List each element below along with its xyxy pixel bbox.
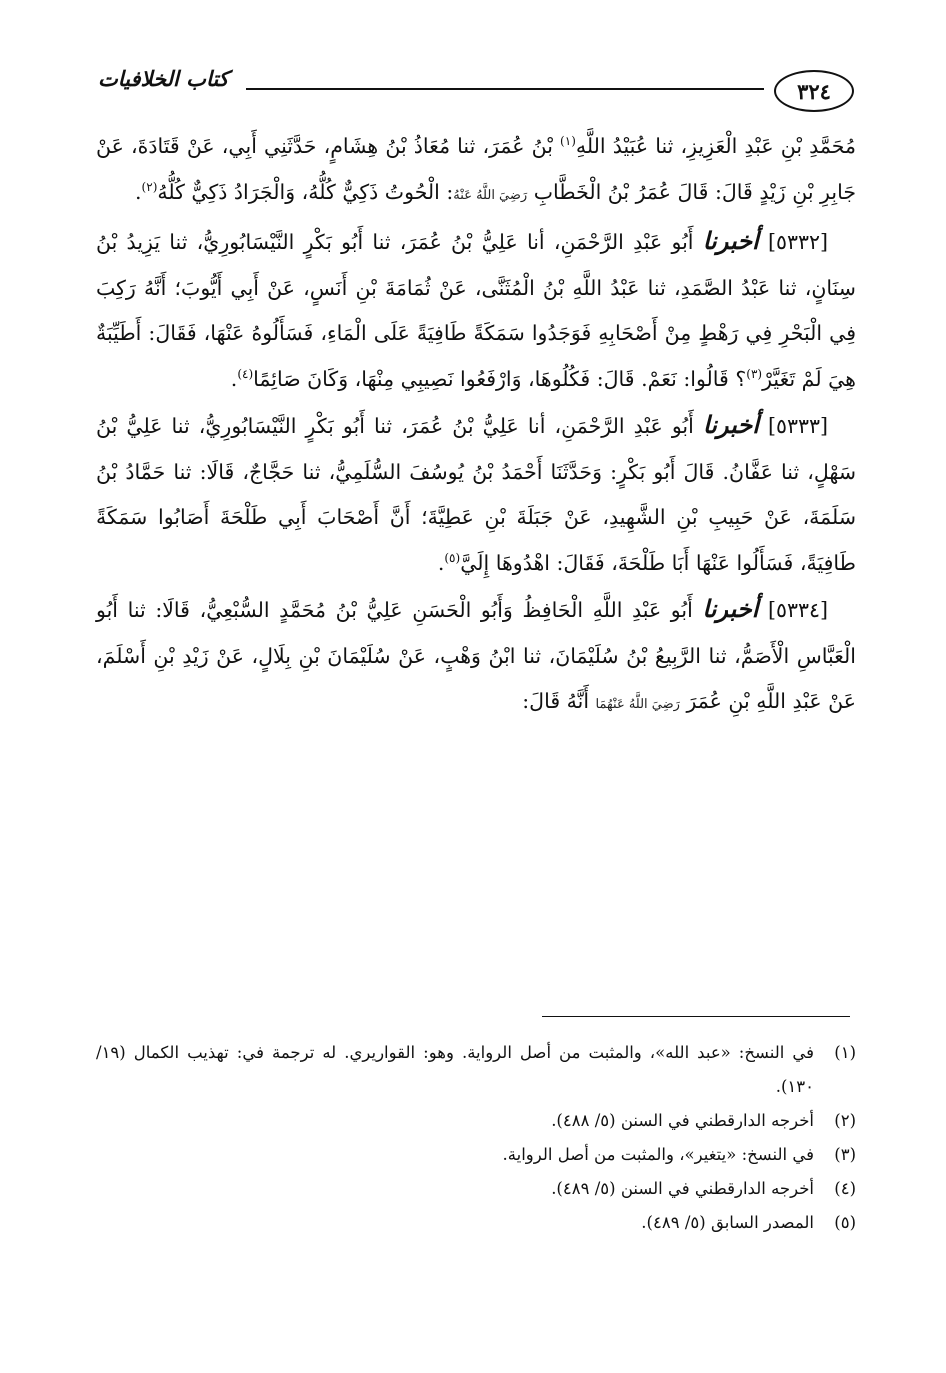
footnote-number: (٣) — [834, 1145, 856, 1164]
page-header — [98, 64, 854, 114]
text-segment: مُحَمَّدِ بْنِ عَبْدِ الْعَزِيزِ، ثنا عُبَيْدُ اللَّهِ — [575, 134, 856, 158]
text-segment: : الْحُوتُ ذَكِيٌّ كُلُّهُ، وَالْجَرَادُ ذَكِيٌّ كُلُّهُ — [157, 179, 454, 204]
text-segment: أَبُو عَبْدِ اللَّهِ الْحَافِظُ وَأَبُو الْحَسَنِ عَلِيُّ بْنُ مُحَمَّدٍ السُّبْعِيُّ، قَالَا: ثنا أَبُو الْعَبَّاسِ الْأَصَمُّ، ثنا الرَّبِيعُ بْنُ سُلَيْمَانَ، ثنا ابْنُ وَهْبٍ، عَنْ سُلَيْمَانَ بْنِ بِلَالٍ، عَنْ زَيْدِ بْنِ أَسْلَمَ، عَنْ عَبْدِ اللَّهِ بْنِ عُمَرَ — [96, 598, 856, 713]
entry-number: [٥٣٣٢] — [758, 230, 829, 254]
honorific-symbol: رَضِيَ اللَّهُ عَنْهُمَا — [595, 697, 680, 712]
text-segment: بْنُ عُمَرَ، ثنا مُعَاذُ بْنُ هِشَامٍ، حَدَّثَنِي أَبِي، عَنْ قَتَادَةَ، عَنْ جَابِرِ بْنِ زَيْدٍ قَالَ: قَالَ عُمَرُ بْنُ الْخَطَّابِ — [96, 134, 856, 204]
footnote-item — [96, 1172, 856, 1206]
footnote-text: المصدر السابق (٥/ ٤٨٩). — [641, 1213, 814, 1232]
main-text — [96, 124, 856, 728]
text-segment: . — [437, 550, 445, 575]
footnotes — [96, 1036, 856, 1240]
footnote-ref[interactable]: (٥) — [444, 550, 461, 565]
akhbarana-label: أخبرنا — [702, 410, 759, 439]
entry-number: [٥٣٣٣] — [758, 414, 829, 438]
footnote-text: أخرجه الدارقطني في السنن (٥/ ٤٨٩). — [551, 1179, 814, 1198]
footnote-text: في النسخ: «يتغير»، والمثبت من أصل الرواية. — [502, 1145, 814, 1164]
text-segment: . — [135, 179, 142, 204]
page-number: ٣٢٤ — [774, 70, 854, 112]
footnote-separator — [542, 1016, 850, 1017]
akhbarana-label: أخبرنا — [702, 226, 759, 255]
footnote-text: في النسخ: «عبد الله»، والمثبت من أصل الرواية. وهو: القواريري. له ترجمة في: تهذيب الكمال (١٩/ ١٣٠). — [96, 1043, 814, 1096]
header-rule — [246, 88, 764, 90]
entry-number: [٥٣٣٤] — [758, 598, 829, 622]
book-title: كتاب الخلافيات — [98, 66, 229, 91]
text-segment: أَنَّهُ قَالَ: — [522, 689, 596, 713]
hadith-entry-5333 — [96, 402, 856, 586]
footnote-ref[interactable]: (٤) — [237, 366, 254, 381]
footnote-item — [96, 1104, 856, 1138]
footnote-text: أخرجه الدارقطني في السنن (٥/ ٤٨٨). — [551, 1111, 814, 1130]
footnote-ref[interactable]: (٣) — [746, 366, 763, 381]
text-segment: أَبُو عَبْدِ الرَّحْمَنِ، أنا عَلِيُّ بْنُ عُمَرَ، ثنا أَبُو بَكْرٍ النَّيْسَابُورِيُّ، ثنا يَزِيدُ بْنُ سِنَانٍ، ثنا عَبْدُ الصَّمَدِ، ثنا عَبْدُ اللَّهِ بْنُ الْمُثَنَّى، عَنْ ثُمَامَةَ بْنِ أَنَسٍ، عَنْ أَبِي أَيُّوبَ؛ أَنَّهُ رَكِبَ فِي الْبَحْرِ فِي رَهْطٍ مِنْ أَصْحَابِهِ فَوَجَدُوا سَمَكَةً طَافِيَةً عَلَى الْمَاءِ، فَسَأَلُوهُ عَنْهَا، فَقَالَ: أَطَيِّبَةٌ هِيَ لَمْ تَغَيَّرْ — [96, 230, 856, 391]
footnote-item — [96, 1206, 856, 1240]
honorific-symbol: رَضِيَ اللَّهُ عَنْهُ — [453, 187, 528, 203]
hadith-entry-5332 — [96, 218, 856, 402]
text-segment: أَبُو عَبْدِ الرَّحْمَنِ، أنا عَلِيُّ بْنُ عُمَرَ، ثنا أَبُو بَكْرٍ النَّيْسَابُورِيُّ، ثنا عَلِيُّ بْنُ سَهْلٍ، ثنا عَفَّانُ. قَالَ أَبُو بَكْرٍ: وَحَدَّثَنَا أَحْمَدُ بْنُ يُوسُفَ السُّلَمِيُّ، ثنا حَجَّاجٌ، قَالَا: ثنا حَمَّادُ بْنُ سَلَمَةَ، عَنْ حَبِيبِ بْنِ الشَّهِيدِ، عَنْ جَبَلَةَ بْنِ عَطِيَّةَ؛ أَنَّ أَصْحَابَ أَبِي طَلْحَةَ أَصَابُوا سَمَكَةً طَافِيَةً، فَسَأَلُوا عَنْهَا أَبَا طَلْحَةَ، فَقَالَ: اهْدُوهَا إِلَيَّ — [96, 414, 856, 575]
akhbarana-label: أخبرنا — [702, 594, 759, 623]
footnote-number: (٥) — [834, 1213, 856, 1232]
text-segment: ؟ قَالُوا: نَعَمْ. قَالَ: فَكُلُوهَا، وَارْفَعُوا نَصِيبِي مِنْهَا، وَكَانَ صَائِمًا — [253, 366, 747, 391]
paragraph-continuation — [96, 124, 856, 218]
footnote-number: (١) — [834, 1043, 856, 1062]
footnote-item — [96, 1138, 856, 1172]
footnote-item — [96, 1036, 856, 1104]
footnote-ref[interactable]: (١) — [560, 134, 576, 149]
text-segment: . — [230, 366, 238, 391]
footnote-number: (٤) — [834, 1179, 856, 1198]
hadith-entry-5334 — [96, 586, 856, 728]
footnote-ref[interactable]: (٢) — [141, 179, 158, 194]
footnote-number: (٢) — [834, 1111, 856, 1130]
